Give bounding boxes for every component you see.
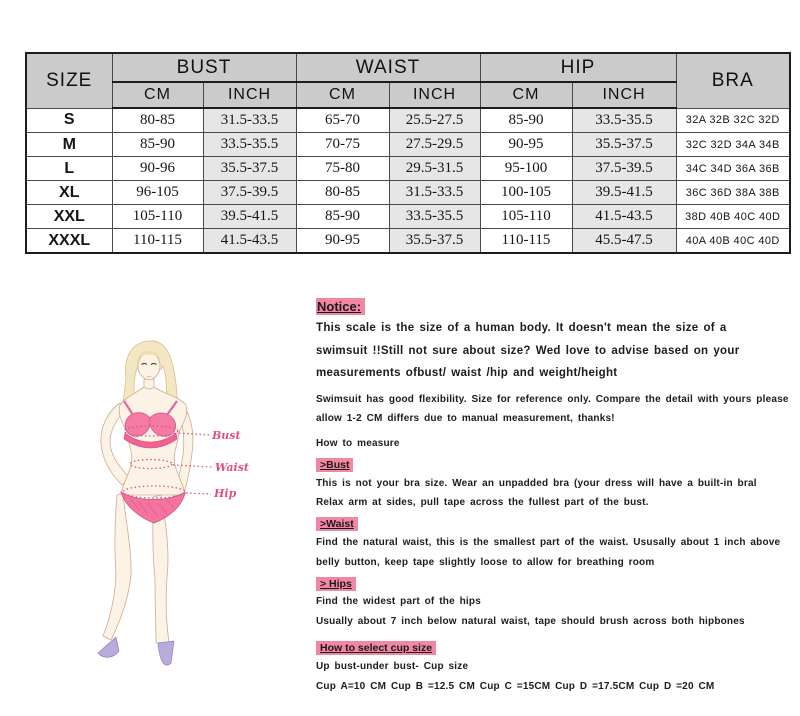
bra-sizes-cell: 32C 32D 34A 34B xyxy=(676,133,790,157)
left-leg-shape xyxy=(103,493,131,640)
head-shape xyxy=(138,353,160,380)
waist-heading xyxy=(316,513,798,533)
waist-cm-cell: 80-85 xyxy=(296,181,389,205)
hips-line: Find the widest part of the hips xyxy=(316,596,481,608)
hip-cm-cell: 90-95 xyxy=(480,133,572,157)
size-row-l xyxy=(26,157,790,181)
hip-inch-cell: 33.5-35.5 xyxy=(572,108,676,133)
bust-group-header: BUST xyxy=(112,53,296,82)
waist-line: belly button, keep tape slightly loose to allow for breathing room xyxy=(316,556,655,568)
size-column-header: SIZE xyxy=(26,53,112,108)
waist-inch-cell: 35.5-37.5 xyxy=(389,229,480,254)
hip-cm-cell: 85-90 xyxy=(480,108,572,133)
size-label-cell: XL xyxy=(26,181,112,205)
bust-cm-cell: 80-85 xyxy=(112,108,203,133)
waist-cm-cell: 90-95 xyxy=(296,229,389,254)
flexibility-line: allow 1-2 CM differs due to manual measurement, thanks! xyxy=(316,413,615,425)
bra-sizes-cell: 36C 36D 38A 38B xyxy=(676,181,790,205)
hip-cm-cell: 100-105 xyxy=(480,181,572,205)
notice-line: This scale is the size of a human body. It doesn't mean the size of a xyxy=(316,322,727,334)
bust-inch-cell: 31.5-33.5 xyxy=(203,108,296,133)
size-label-cell: XXL xyxy=(26,205,112,229)
hips-heading xyxy=(316,573,798,593)
highlight-text: How to select cup size xyxy=(316,641,436,655)
bust-cm-cell: 90-96 xyxy=(112,157,203,181)
right-shoe-shape xyxy=(158,641,174,665)
hip-cm-header: CM xyxy=(480,82,572,108)
bust-inch-cell: 39.5-41.5 xyxy=(203,205,296,229)
highlight-text: >Bust xyxy=(316,458,353,472)
info-panel xyxy=(316,296,798,696)
size-row-s xyxy=(26,108,790,133)
bra-column-header: BRA xyxy=(676,53,790,108)
notice-heading xyxy=(316,296,798,317)
hip-inch-cell: 35.5-37.5 xyxy=(572,133,676,157)
hip-cm-cell: 95-100 xyxy=(480,157,572,181)
waist-inch-cell: 25.5-27.5 xyxy=(389,108,480,133)
size-label-cell: XXXL xyxy=(26,229,112,254)
bust-inch-cell: 35.5-37.5 xyxy=(203,157,296,181)
hip-group-header: HIP xyxy=(480,53,676,82)
bust-inch-header: INCH xyxy=(203,82,296,108)
figure-label-hip: Hip xyxy=(214,487,237,500)
size-row-xxxl xyxy=(26,229,790,254)
waist-leader-line xyxy=(173,465,212,467)
hip-inch-header: INCH xyxy=(572,82,676,108)
cup-size-heading xyxy=(316,637,798,657)
waist-inch-cell: 27.5-29.5 xyxy=(389,133,480,157)
bust-line: This is not your bra size. Wear an unpadded bra (your dress will have a built-in bral xyxy=(316,477,757,489)
hip-inch-cell: 39.5-41.5 xyxy=(572,181,676,205)
waist-inch-header: INCH xyxy=(389,82,480,108)
hip-inch-cell: 41.5-43.5 xyxy=(572,205,676,229)
size-table-body xyxy=(26,108,790,253)
notice-line: measurements ofbust/ waist /hip and weight/height xyxy=(316,367,618,379)
hip-cm-cell: 110-115 xyxy=(480,229,572,254)
bra-sizes-cell: 38D 40B 40C 40D xyxy=(676,205,790,229)
waist-cm-cell: 70-75 xyxy=(296,133,389,157)
figure-label-bust: Bust xyxy=(212,429,241,442)
waist-inch-cell: 33.5-35.5 xyxy=(389,205,480,229)
left-shoe-shape xyxy=(98,637,119,657)
waist-inch-cell: 31.5-33.5 xyxy=(389,181,480,205)
waist-cm-header: CM xyxy=(296,82,389,108)
bust-cm-cell: 105-110 xyxy=(112,205,203,229)
bust-cm-cell: 96-105 xyxy=(112,181,203,205)
measurement-figure-illustration xyxy=(70,335,320,670)
bust-cm-cell: 110-115 xyxy=(112,229,203,254)
size-row-xxl xyxy=(26,205,790,229)
bra-sizes-cell: 34C 34D 36A 36B xyxy=(676,157,790,181)
bust-inch-cell: 37.5-39.5 xyxy=(203,181,296,205)
waist-cm-cell: 85-90 xyxy=(296,205,389,229)
notice-line: swimsuit !!Still not sure about size? Wed love to advise based on your xyxy=(316,344,740,357)
cup-size-line: Up bust-under bust- Cup size xyxy=(316,660,469,672)
size-row-m xyxy=(26,133,790,157)
size-chart-table xyxy=(25,52,791,254)
bust-inch-cell: 33.5-35.5 xyxy=(203,133,296,157)
bra-sizes-cell: 40A 40B 40C 40D xyxy=(676,229,790,254)
bust-line: Relax arm at sides, pull tape across the fullest part of the bust. xyxy=(316,497,649,509)
waist-inch-cell: 29.5-31.5 xyxy=(389,157,480,181)
size-label-cell: L xyxy=(26,157,112,181)
size-label-cell: S xyxy=(26,108,112,133)
bust-cm-cell: 85-90 xyxy=(112,133,203,157)
cup-size-line: Cup A=10 CM Cup B =12.5 CM Cup C =15CM Cup D =17.5CM Cup D =20 CM xyxy=(316,680,715,692)
waist-cm-cell: 65-70 xyxy=(296,108,389,133)
waist-line: Find the natural waist, this is the smallest part of the waist. Ususally about 1 inch above xyxy=(316,537,781,549)
bust-inch-cell: 41.5-43.5 xyxy=(203,229,296,254)
bust-cm-header: CM xyxy=(112,82,203,108)
bust-heading xyxy=(316,454,798,474)
size-label-cell: M xyxy=(26,133,112,157)
highlight-text: >Waist xyxy=(316,517,358,531)
figure-label-waist: Waist xyxy=(215,461,249,474)
hip-leader-line xyxy=(186,493,211,494)
hip-cm-cell: 105-110 xyxy=(480,205,572,229)
highlight-text: > Hips xyxy=(316,577,356,591)
hips-line: Usually about 7 inch below natural waist, tape should brush across both hipbones xyxy=(316,616,745,628)
flexibility-line: Swimsuit has good flexibility. Size for reference only. Compare the detail with yours please xyxy=(316,393,789,405)
hip-inch-cell: 37.5-39.5 xyxy=(572,157,676,181)
size-row-xl xyxy=(26,181,790,205)
how-to-measure-heading: How to measure xyxy=(316,438,400,450)
hip-inch-cell: 45.5-47.5 xyxy=(572,229,676,254)
highlight-text: Notice: xyxy=(316,298,365,315)
waist-group-header: WAIST xyxy=(296,53,480,82)
bra-sizes-cell: 32A 32B 32C 32D xyxy=(676,108,790,133)
waist-cm-cell: 75-80 xyxy=(296,157,389,181)
